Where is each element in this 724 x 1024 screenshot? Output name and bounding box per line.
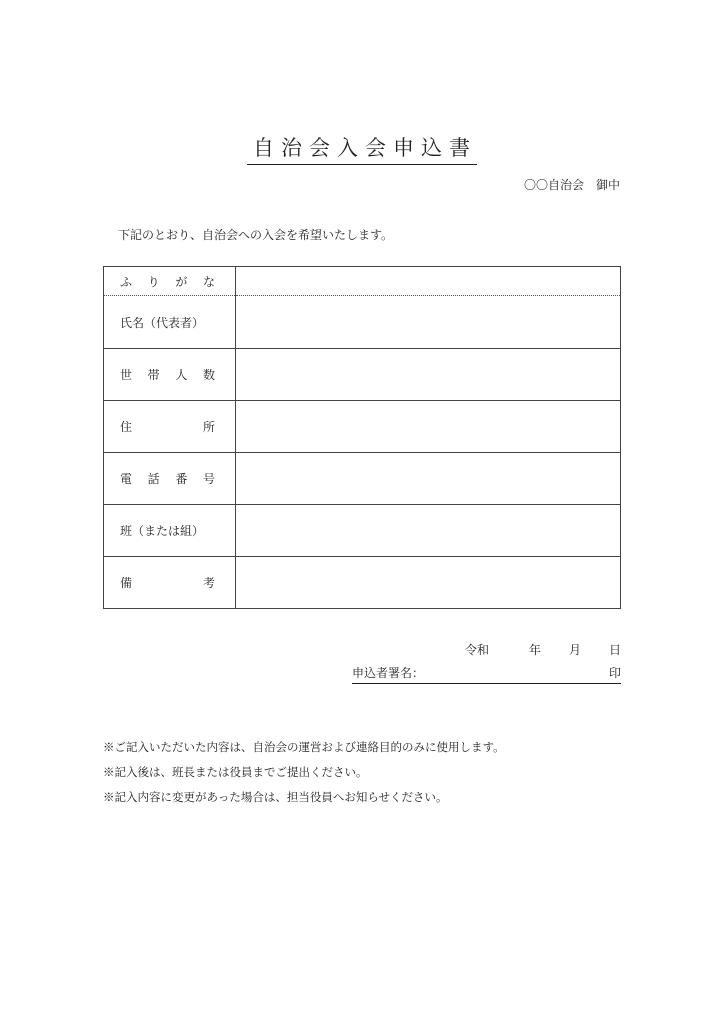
form-row-name [104, 296, 621, 349]
form-row-furigana [104, 267, 621, 296]
date-line [465, 641, 621, 658]
form-row-phone [104, 453, 621, 505]
label-char: 備 [120, 576, 133, 590]
note-item: ※記入後は、班長または役員までご提出ください。 [103, 765, 368, 779]
intro-text: 下記のとおり、自治会への入会を希望いたします。 [118, 228, 394, 242]
field-group[interactable] [236, 505, 621, 557]
label-char: 号 [202, 472, 215, 486]
label-char: な [202, 274, 215, 289]
date-era: 令和 [464, 643, 489, 657]
label-char: ふ [120, 274, 133, 289]
label-char: 人 [175, 368, 188, 382]
document-title: 自治会入会申込書 [247, 132, 477, 165]
label-char: が [175, 274, 188, 289]
date-year: 年 [528, 643, 541, 657]
label-text: 氏名（代表者） [120, 315, 205, 330]
label-text: 班（または組） [120, 524, 205, 538]
field-name[interactable] [236, 296, 621, 349]
label-remarks [104, 557, 236, 609]
label-phone [104, 453, 236, 505]
field-phone[interactable] [236, 453, 621, 505]
label-char: 帯 [147, 368, 160, 382]
label-char: 電 [120, 472, 133, 486]
label-name [104, 296, 236, 349]
label-char: 所 [202, 420, 215, 434]
signature-line[interactable] [352, 664, 621, 684]
field-household[interactable] [236, 349, 621, 401]
signature-label: 申込者署名： [352, 666, 425, 680]
label-char: り [147, 274, 160, 289]
label-char: 番 [175, 472, 188, 486]
form-row-household [104, 349, 621, 401]
addressee: 〇〇自治会 御中 [523, 178, 620, 192]
label-char: 考 [202, 576, 215, 590]
date-day-blank[interactable] [581, 641, 609, 658]
form-row-group [104, 505, 621, 557]
label-furigana [104, 267, 236, 296]
seal-mark: 印 [608, 666, 621, 680]
field-remarks[interactable] [236, 557, 621, 609]
date-day: 日 [608, 643, 621, 657]
label-char: 話 [147, 472, 160, 486]
field-furigana[interactable] [236, 267, 621, 296]
application-form-table [103, 266, 621, 609]
notes-section [103, 738, 505, 813]
date-month-blank[interactable] [541, 641, 569, 658]
date-year-blank[interactable] [489, 641, 529, 658]
note-item: ※記入内容に変更があった場合は、担当役員へお知らせください。 [103, 790, 448, 804]
label-char: 数 [202, 368, 215, 382]
label-group [104, 505, 236, 557]
date-month: 月 [568, 643, 581, 657]
label-address [104, 401, 236, 453]
label-char: 住 [120, 420, 133, 434]
form-row-address [104, 401, 621, 453]
label-char: 世 [120, 368, 133, 382]
title-wrapper [0, 118, 724, 179]
form-row-remarks [104, 557, 621, 609]
field-address[interactable] [236, 401, 621, 453]
note-item: ※ご記入いただいた内容は、自治会の運営および連絡目的のみに使用します。 [103, 740, 505, 754]
label-household [104, 349, 236, 401]
